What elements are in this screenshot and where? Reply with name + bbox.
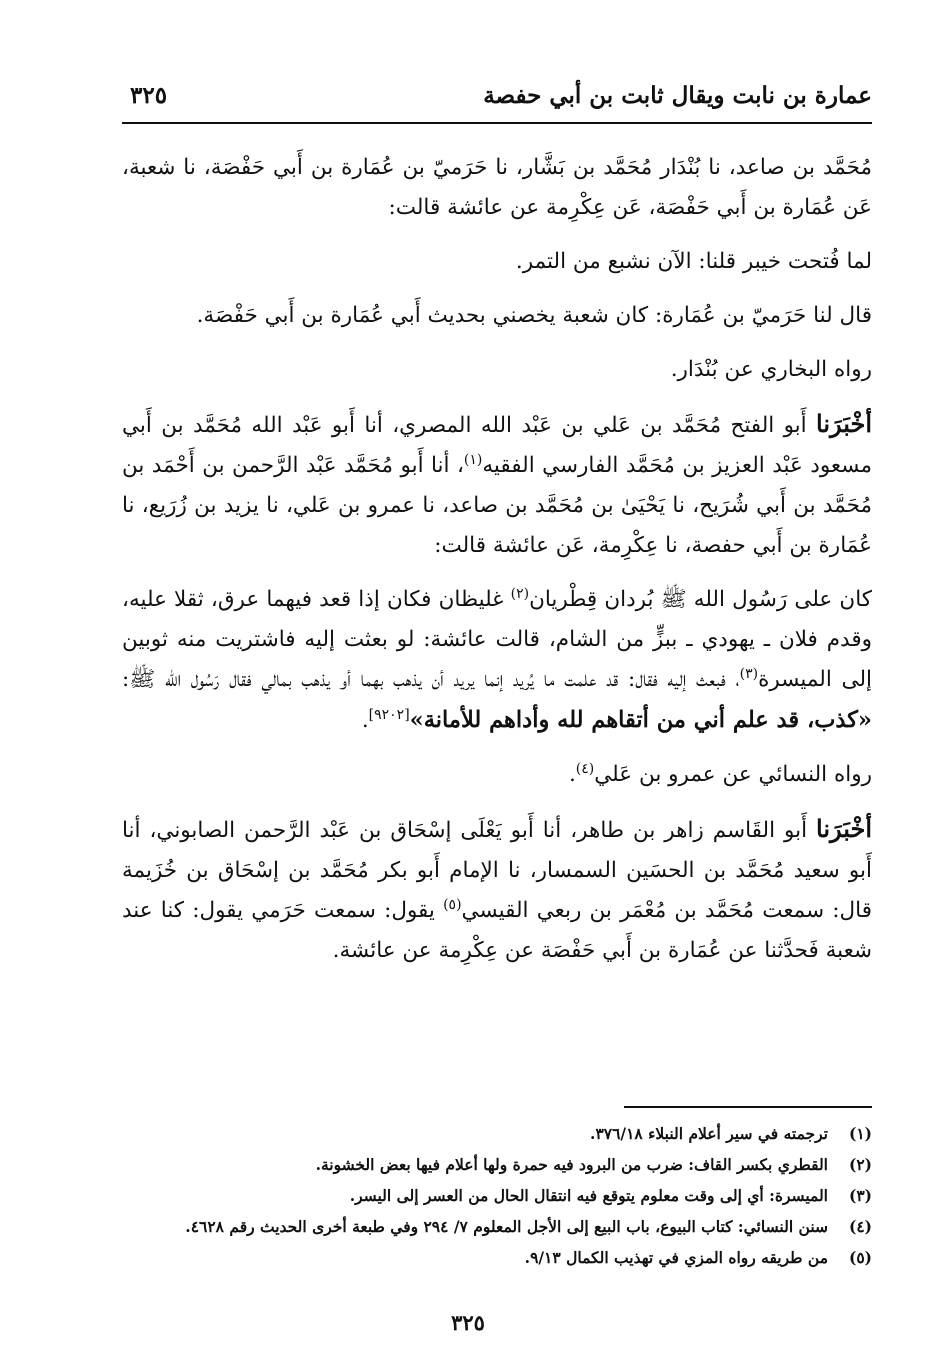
footnote-text: من طريقه رواه المزي في تهذيب الكمال ٩/١٣.: [524, 1248, 828, 1267]
footnote-ref[interactable]: (٢): [510, 585, 530, 602]
paragraph-isnad-3: [122, 809, 872, 971]
paragraph-text: كان على رَسُول الله ﷺ بُردان قِطْريان: [529, 587, 872, 612]
paragraph-text: ، أنا أَبو مُحَمَّد عَبْد الرَّحمن بن أَحْمَد بن مُحَمَّد بن أَبي شُرَيح، نا يَحْيَىٰ بن مُحَمَّد بن صاعد، نا عمرو بن عَلي، نا يزيد بن زُرَيع، نا عُمَارة بن أَبي حفصة، نا عِكْرِمة، عَن عائشة قالت:: [122, 453, 872, 558]
footnote-ref[interactable]: (٣): [739, 665, 759, 682]
footnote-number: (٤): [848, 1217, 872, 1236]
paragraph-text: .: [361, 708, 369, 733]
footnote-text: الميسرة: أي إلى وقت معلوم يتوقع فيه انتقال الحال من العسر إلى اليسر.: [349, 1186, 828, 1205]
footnote-number: (١): [848, 1124, 872, 1143]
paragraph-isnad-2: [122, 404, 872, 566]
paragraph-text: أَبو القَاسم زاهر بن طاهر، أنا أَبو يَعْلَى إسْحَاق بن عَبْد الرَّحمن الصابوني، أنا أَبو سعيد مُحَمَّد بن الحسَين السمسار، نا الإمام أَبو بكر مُحَمَّد بن إسْحَاق بن خُزَيمة قال: سمعت مُحَمَّد بن مُعْمَر بن ربعي القيسي: [122, 818, 872, 923]
paragraph-text: .: [568, 762, 576, 787]
footnote-item: [122, 1211, 872, 1242]
header-rule: [122, 122, 872, 124]
footnote-item: [122, 1180, 872, 1211]
paragraph-hadith-1: [122, 242, 872, 282]
paragraph-comment-1: [122, 296, 872, 336]
footnote-text: سنن النسائي: كتاب البيوع، باب البيع إلى الأجل المعلوم ٧/ ٢٩٤ وفي طبعة أخرى الحديث رقم ٤٦٢٨.: [185, 1217, 828, 1236]
footnote-item: [122, 1118, 872, 1149]
footnote-number: (٣): [848, 1186, 872, 1205]
footnote-ref[interactable]: (٥): [443, 896, 462, 913]
footer-page-number: ٣٢٥: [451, 1310, 485, 1335]
footnote-number: (٥): [848, 1248, 872, 1267]
paragraph-text: رواه البخاري عن بُنْدَار.: [670, 357, 872, 382]
paragraph-hadith-2: [122, 580, 872, 741]
lead-word: أخْبَرَنا: [816, 409, 872, 438]
footnote-ref[interactable]: (٤): [575, 760, 595, 777]
lead-word: أخْبَرَنا: [816, 814, 872, 843]
paragraph-source-2: [122, 755, 872, 795]
prophetic-quote: «كذب، قد علم أني من أتقاهم لله وأداهم للأمانة»: [409, 707, 872, 733]
running-title: عمارة بن نابت ويقال ثابت بن أبي حفصة: [483, 82, 872, 109]
paragraph-text: قال لنا حَرَميّ بن عُمَارة: كان شعبة يخصني بحديث أَبي عُمَارة بن أَبي حَفْصَة.: [196, 303, 872, 328]
footnote-ref[interactable]: (١): [463, 451, 483, 468]
hadith-number: [٩٢٠٢]: [368, 706, 410, 723]
footnotes: [122, 1118, 872, 1273]
footnote-item: [122, 1149, 872, 1180]
paragraph-text: يقول: سمعت حَرَمي يقول: كنا عند شعبة فَحدَّثنا عن عُمَارة بن أَبي حَفْصَة عن عِكْرِمة عن عائشة.: [122, 898, 872, 963]
footnote-item: [122, 1242, 872, 1273]
footnote-rule: [624, 1106, 872, 1108]
header-page-number: ٣٢٥: [130, 82, 168, 109]
paragraph-text: مُحَمَّد بن صاعد، نا بُنْدَار مُحَمَّد بن بَشَّار، نا حَرَميّ بن عُمَارة بن أَبي حَفْصَة، نا شعبة، عَن عُمَارة بن أَبي حَفْصَة، عَن عِكْرِمة عن عائشة قالت:: [122, 155, 872, 220]
paragraph-isnad-1: [122, 148, 872, 228]
paragraph-text: لما فُتحت خيبر قلنا: الآن نشبع من التمر.: [515, 249, 872, 274]
main-text: [122, 148, 872, 985]
paragraph-text: غليظان فكان إذا قعد فيهما عرق، ثقلا عليه، وقدم فلان ـ يهودي ـ ببزٍّ من الشام، قالت عائشة: لو بعثت إليه فاشتريت منه ثوبين إلى الميسرة: [122, 587, 873, 692]
footnote-number: (٢): [848, 1155, 872, 1174]
footnote-text: ترجمته في سير أعلام النبلاء ٣٧٦/١٨.: [590, 1124, 828, 1143]
footnote-text: القطري بكسر القاف: ضرب من البرود فيه حمرة ولها أعلام فيها بعض الخشونة.: [315, 1155, 828, 1174]
paragraph-text: أَبو الفتح مُحَمَّد بن عَلي بن عَبْد الله المصري، أنا أَبو عَبْد الله مُحَمَّد بن أَبي مسعود عَبْد العزيز بن مُحَمَّد الفارسي الفقيه: [122, 413, 872, 478]
page-header: [122, 80, 872, 120]
paragraph-text: ، فبعث إليه فقال: قد علمت ما يُريد إنما يريد أن يذهب بهما أو يذهب بمالي فقال رَسُول الله ﷺ:: [122, 667, 740, 692]
paragraph-source-1: [122, 350, 872, 390]
paragraph-text: رواه النسائي عن عمرو بن عَلي: [594, 762, 872, 787]
